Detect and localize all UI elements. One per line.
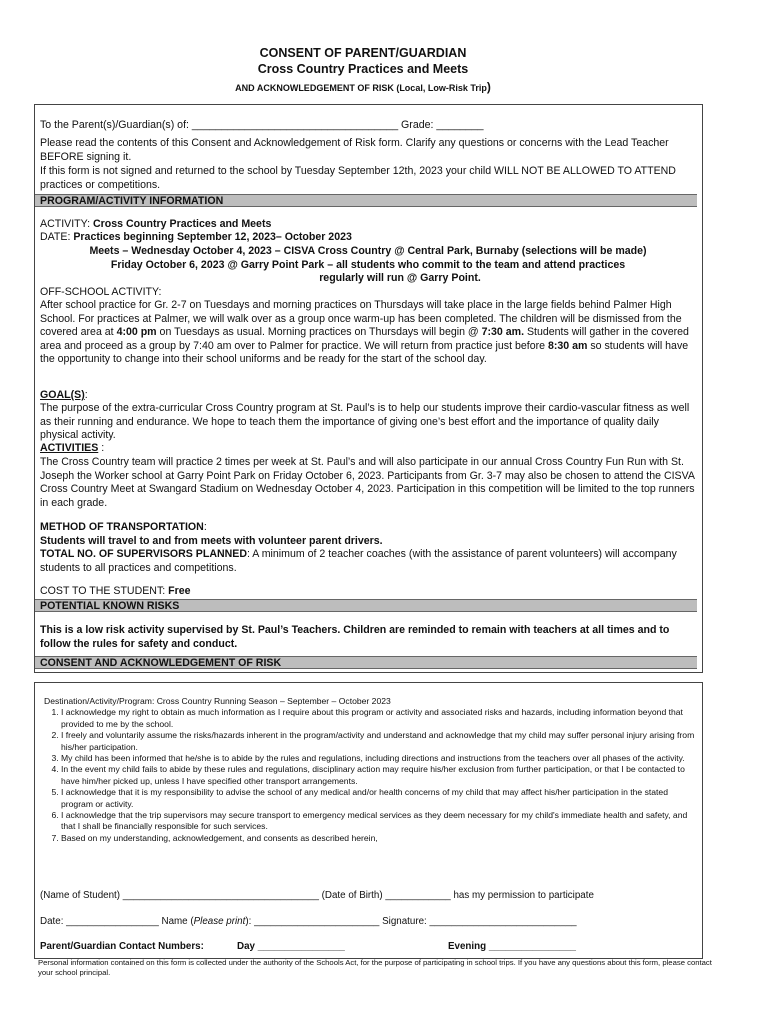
read-instructions: Please read the contents of this Consent and Acknowledgement of Risk form. Clarify any questions or concerns with the Lead Teacher BEFORE signing it.: [40, 137, 669, 163]
contact-numbers-row[interactable]: Parent/Guardian Contact Numbers: Day ________________ Evening ________________: [40, 941, 577, 952]
section-program-header: PROGRAM/ACTIVITY INFORMATION: [35, 194, 697, 207]
consent-item: 5. I acknowledge that it is my responsibility to advise the school of any medical and/or health concerns of my child that may affect his/her participation in the stated program or activity.: [61, 787, 698, 810]
goal-heading: GOAL(S):: [40, 389, 88, 401]
date-line: DATE: Practices beginning September 12, 2023– October 2023: [40, 231, 352, 243]
student-name-field[interactable]: (Name of Student) ____________________________________ (Date of Birth) ____________ has my permission to participate: [40, 890, 594, 901]
meets-line-1: Meets – Wednesday October 4, 2023 – CISVA Cross Country @ Central Park, Burnaby (selections will be made): [89, 245, 647, 257]
consent-item: 7. Based on my understanding, acknowledgement, and consents as described herein,: [61, 833, 698, 844]
section-consent-header: CONSENT AND ACKNOWLEDGEMENT OF RISK: [35, 656, 697, 669]
activities-heading: ACTIVITIES :: [40, 442, 105, 454]
section-risks-header: POTENTIAL KNOWN RISKS: [35, 599, 697, 612]
form-title: CONSENT OF PARENT/GUARDIAN: [259, 46, 467, 60]
activity-line: ACTIVITY: Cross Country Practices and Meets: [40, 218, 272, 230]
destination-line: Destination/Activity/Program: Cross Country Running Season – September – October 2023: [44, 696, 391, 706]
offschool-paragraph: After school practice for Gr. 2-7 on Tuesdays and morning practices on Thursdays will take place in the large fields behind Palmer High School. For practices at Palmer, we will walk over as a group once warm-up has been completed. The children will be dismissed from the covered area at 4:00 pm on Tuesdays as usual. Morning practices on Thursdays will begin @ 7:30 am. Students will gather in the covered area and proceed as a group by 7:40 am over to Palmer for practice. We will return from practice just before 8:30 am so students will have the opportunity to change into their school uniforms and be ready for the start of the school day.: [40, 299, 689, 366]
consent-item: 3. My child has been informed that he/she is to abide by the rules and regulations, including directions and instructions from the teachers over all phases of the activity.: [61, 753, 698, 764]
supervisors-paragraph: TOTAL NO. OF SUPERVISORS PLANNED: A minimum of 2 teacher coaches (with the assistance of parent volunteers) will accompany students to all practices and competitions.: [40, 548, 677, 574]
transport-text: Students will travel to and from meets with volunteer parent drivers.: [40, 535, 383, 547]
evening-phone-field[interactable]: Evening ________________: [448, 941, 577, 952]
to-parent-line: To the Parent(s)/Guardian(s) of: ___________________________________ Grade: ________: [40, 119, 484, 131]
meets-line-3: regularly will run @ Garry Point.: [319, 272, 481, 284]
risks-paragraph: This is a low risk activity supervised by St. Paul’s Teachers. Children are reminded to remain with teachers at all times and to follow the rules for safety and conduct.: [40, 624, 670, 650]
signature-fields[interactable]: Date: _________________ Name (Please print): _______________________ Signature: ___________________________: [40, 916, 577, 927]
transport-heading: METHOD OF TRANSPORTATION:: [40, 521, 207, 533]
day-phone-field[interactable]: Day ________________: [237, 941, 345, 952]
activities-paragraph: The Cross Country team will practice 2 times per week at St. Paul’s and will also participate in our annual Cross Country Fun Run with St. Joseph the Worker school at Garry Point Park on Friday October 6, 2023. Participants from Gr. 3-7 may also be chosen to attend the CISVA Cross Country Meet at Swangard Stadium on Wednesday October 4, 2023. Participation in this competition will be limited to the top runners in each grade.: [40, 456, 695, 509]
consent-item: 2. I freely and voluntarily assume the risks/hazards inherent in the program/activity and understand and acknowledge that my child may suffer personal injury arising from his/her participation.: [61, 730, 698, 753]
consent-list: [44, 696, 698, 844]
goal-paragraph: The purpose of the extra-curricular Cross Country program at St. Paul’s is to help our students improve their cardio-vascular fitness as well as their running and endurance. We hope to teach them the importance of giving one’s best effort and the importance of quality daily physical activity.: [40, 402, 690, 442]
consent-item: 6. I acknowledge that the trip supervisors may secure transport to emergency medical services as they deem necessary for my child's immediate health and safety, and that I shall be financially responsible for such services.: [61, 810, 698, 833]
cost-line: COST TO THE STUDENT: Free: [40, 585, 191, 597]
form-subtitle-risk: AND ACKNOWLEDGEMENT OF RISK (Local, Low-Risk Trip): [235, 80, 491, 94]
offschool-label: OFF-SCHOOL ACTIVITY:: [40, 286, 162, 298]
privacy-footer: Personal information contained on this form is collected under the authority of the Schools Act, for the purpose of participating in school trips. If you have any questions about this form, please contact your school principal.: [38, 958, 712, 977]
deadline-notice: If this form is not signed and returned to the school by Tuesday September 12th, 2023 your child WILL NOT BE ALLOWED TO ATTEND practices or competitions.: [40, 165, 676, 191]
consent-item: 1. I acknowledge my right to obtain as much information as I require about this program or activity and associated risks and hazards, including information beyond that provided to me by the school.: [61, 707, 698, 730]
meets-line-2: Friday October 6, 2023 @ Garry Point Park – all students who commit to the team and attend practices: [110, 259, 626, 271]
form-subtitle: Cross Country Practices and Meets: [257, 62, 469, 76]
consent-item: 4. In the event my child fails to abide by these rules and regulations, disciplinary action may require his/her exclusion from further participation, or that I be contacted to have him/her picked up, unless I have specified other transport arrangements.: [61, 764, 698, 787]
